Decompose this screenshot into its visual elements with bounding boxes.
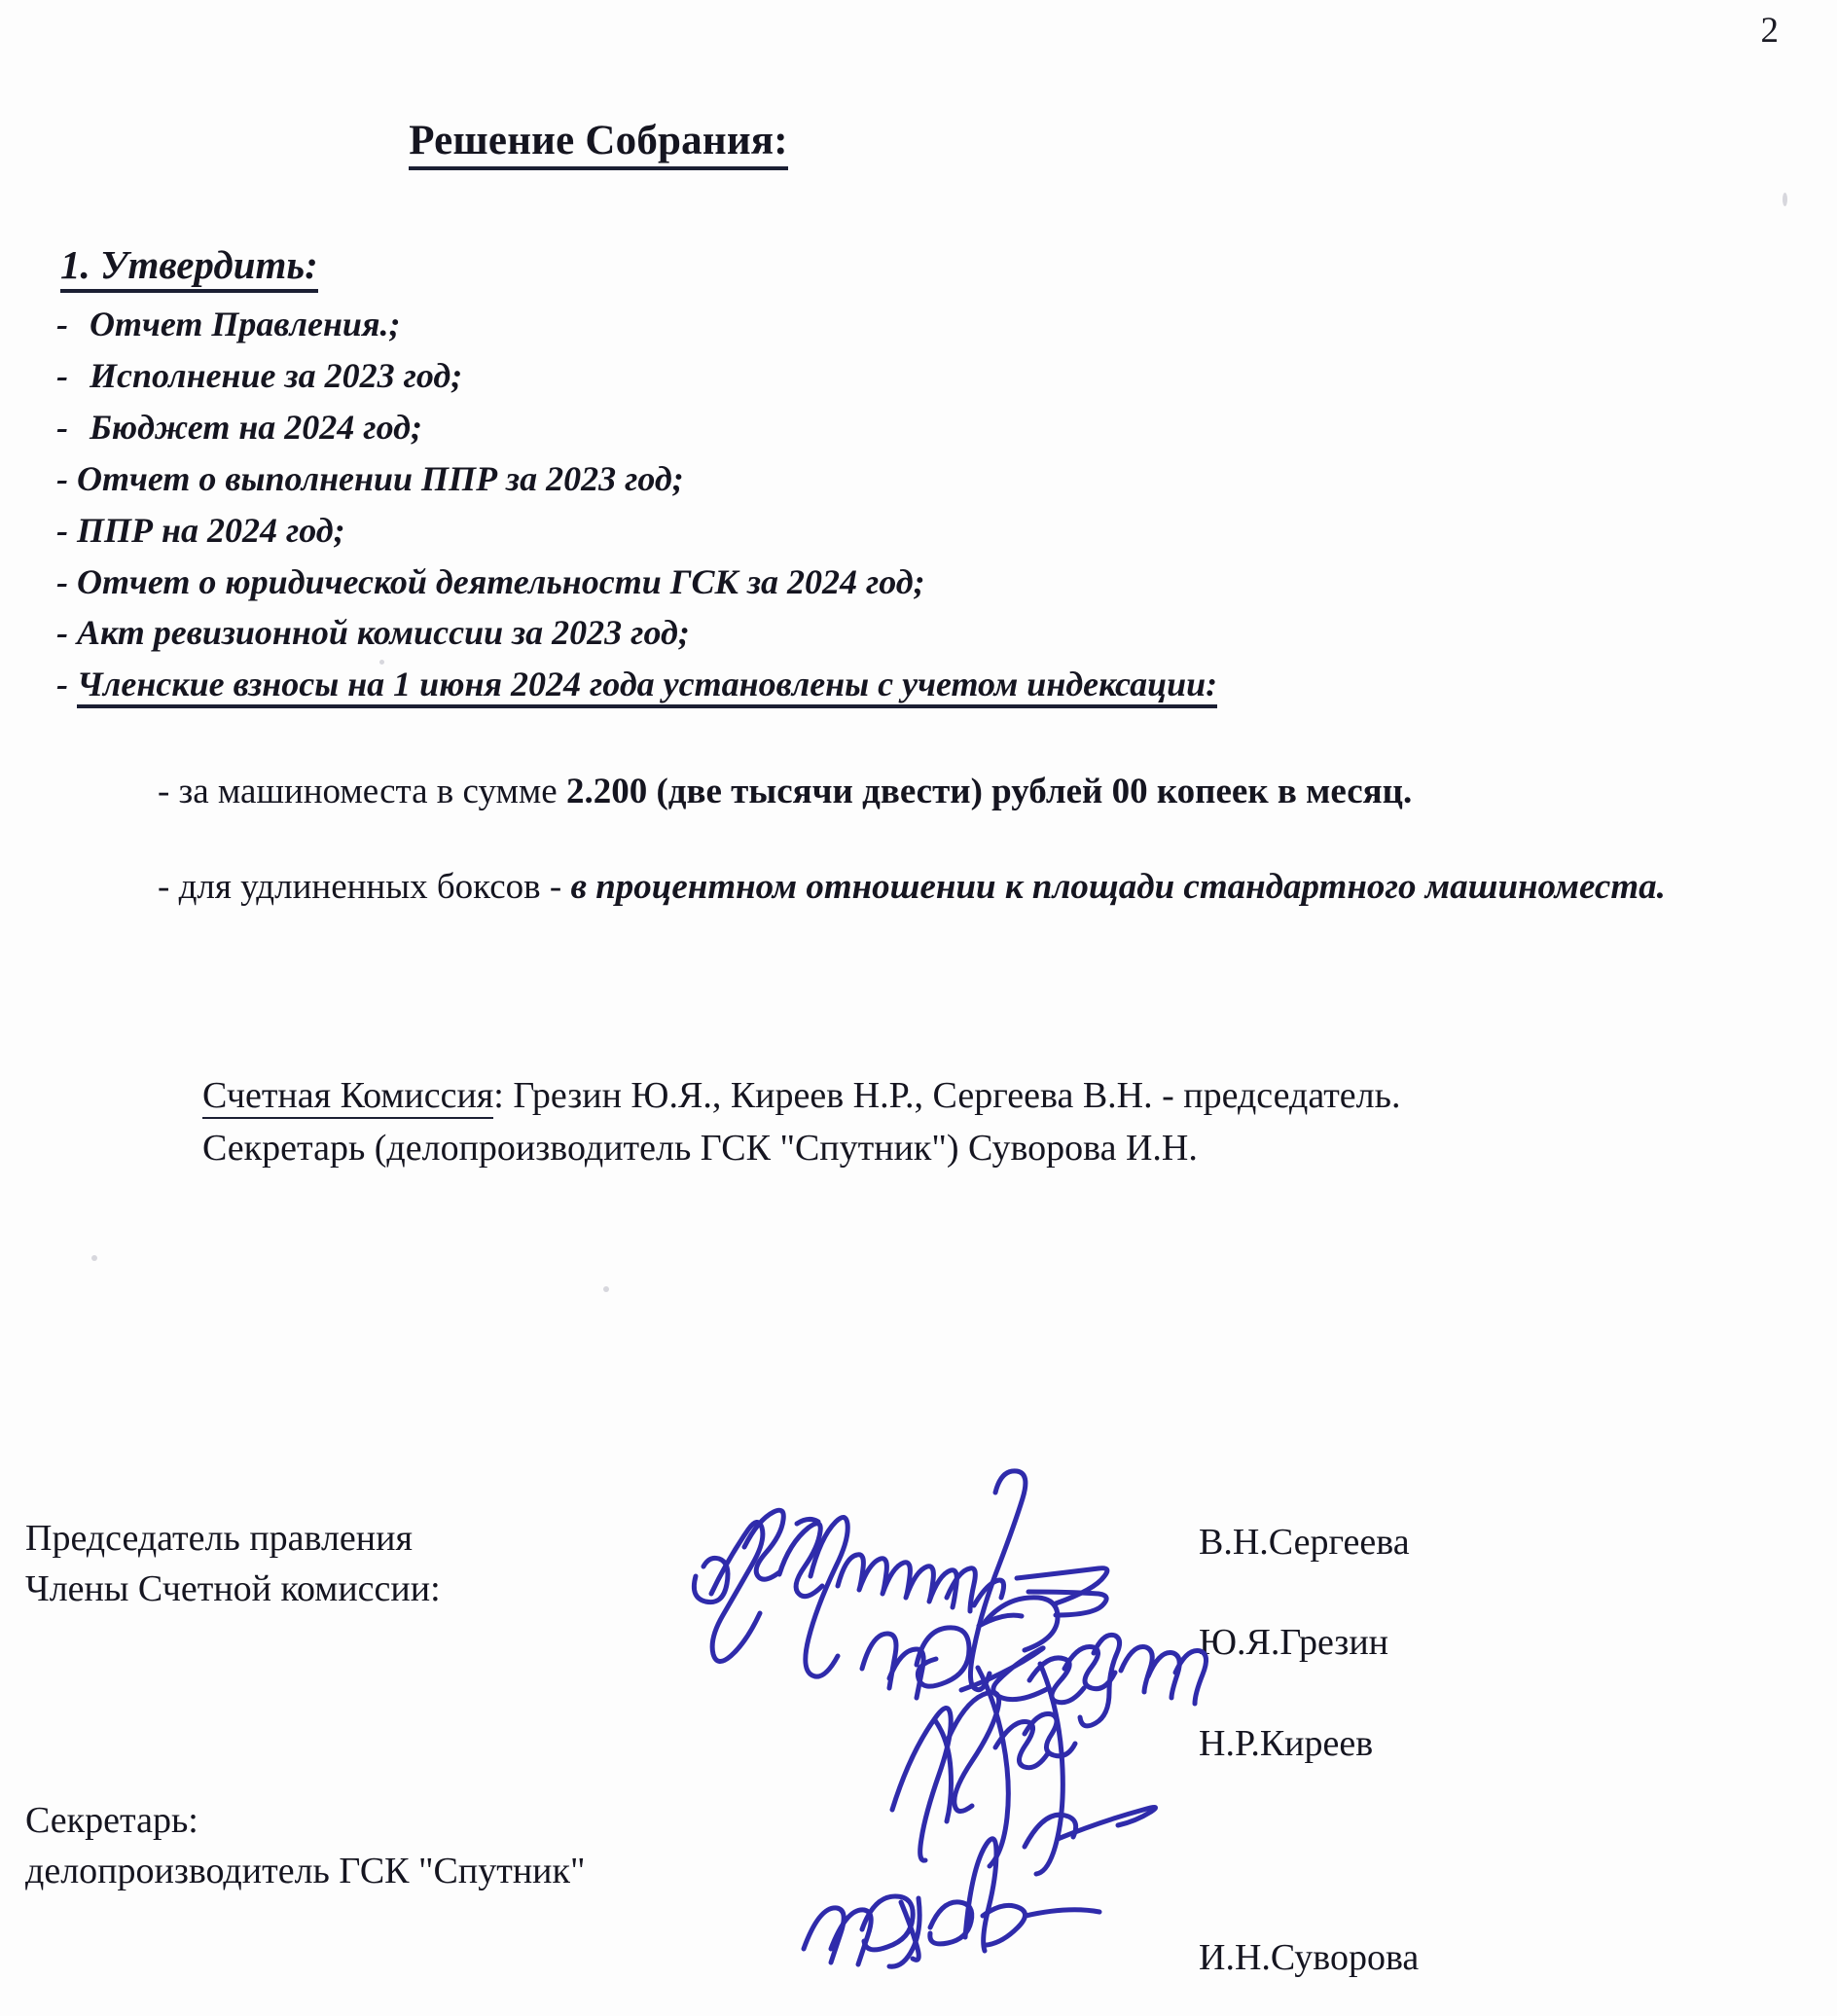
handwritten-signature-suvorova [798, 1834, 1187, 1975]
list-item [56, 561, 1769, 604]
approval-list [56, 304, 1769, 715]
paragraph-dash: - [158, 867, 170, 907]
signature-role-line: делопроизводитель ГСК "Спутник" [25, 1851, 586, 1892]
list-item-dash: - [56, 613, 68, 653]
list-item-dash: - [56, 305, 68, 343]
signature-role-line: Председатель правления [25, 1518, 413, 1559]
scan-speckle [1783, 193, 1787, 206]
paragraph-extended-box-fee [51, 864, 1792, 911]
signatory-name-sergeeva: В.Н.Сергеева [1199, 1522, 1410, 1563]
list-item-dash: - [56, 458, 68, 498]
list-item [56, 458, 1769, 501]
paragraph-period: . [1402, 772, 1413, 811]
list-item-label: Отчет о юридической деятельности ГСК за 2024 год; [77, 561, 925, 601]
list-item-dash: - [56, 561, 68, 601]
signatory-name-grezin: Ю.Я.Грезин [1199, 1622, 1388, 1663]
list-item-dash: - [56, 355, 68, 395]
counting-commission-label: Счетная Комиссия [202, 1075, 493, 1119]
handwritten-signature-kireev [881, 1654, 1270, 1883]
list-item [56, 510, 1769, 553]
paragraph-bold-amount: 2.200 (две тысячи двести) рублей 00 копеек в месяц [565, 772, 1403, 811]
list-item-label: Акт ревизионной комиссии за 2023 год; [77, 613, 690, 653]
list-item-membership-fees [56, 664, 1769, 706]
counting-commission-block [202, 1070, 1798, 1175]
secretary-line: Секретарь (делопроизводитель ГСК "Спутник") Суворова И.Н. [202, 1127, 1198, 1169]
list-item [56, 407, 1769, 450]
page-number: 2 [1760, 11, 1779, 51]
scan-speckle [91, 1255, 97, 1261]
section-heading [60, 241, 318, 288]
list-item-dash: - [56, 665, 68, 704]
paragraph-bold-italic-text: в процентном отношении к площади стандартного машиноместа. [570, 867, 1666, 907]
signature-role-line: Секретарь: [25, 1800, 198, 1841]
page-title-text: Решение Собрания: [409, 118, 788, 170]
list-item-dash: - [56, 407, 68, 447]
list-item-label: Членские взносы на 1 июня 2024 года установлены с учетом индексации: [77, 665, 1217, 708]
list-item [56, 355, 1769, 398]
signatory-name-suvorova: И.Н.Суворова [1199, 1937, 1420, 1978]
list-item-dash: - [56, 510, 68, 550]
scan-speckle [379, 660, 384, 665]
signature-role-secretary [25, 1795, 585, 1897]
paragraph-plain-text: за машиноместа в сумме [178, 772, 566, 811]
list-item [56, 612, 1769, 655]
list-item-label: Исполнение за 2023 год; [90, 355, 463, 395]
paragraph-dash: - [158, 772, 170, 811]
counting-commission-line [202, 1070, 1798, 1123]
handwritten-signature-sergeeva [686, 1430, 1231, 1727]
list-item-label: Отчет о выполнении ППР за 2023 год; [77, 458, 684, 498]
scan-speckle [603, 1286, 609, 1292]
paragraph-parking-space-fee [51, 769, 1792, 815]
signature-role-line: Члены Счетной комиссии: [25, 1568, 441, 1610]
list-item-label: Отчет Правления.; [90, 305, 401, 343]
list-item-label: Бюджет на 2024 год; [90, 407, 422, 447]
list-item [56, 304, 1769, 346]
section-heading-text: 1. Утвердить: [60, 242, 318, 293]
counting-commission-members: : Грезин Ю.Я., Киреев Н.Р., Сергеева В.Н. - председатель. [493, 1075, 1401, 1116]
page-title [0, 117, 1197, 164]
signature-role-chairman [25, 1513, 441, 1615]
list-item-label: ППР на 2024 год; [77, 510, 345, 550]
paragraph-plain-text: для удлиненных боксов - [178, 867, 571, 907]
signatory-name-kireev: Н.Р.Киреев [1199, 1723, 1374, 1764]
